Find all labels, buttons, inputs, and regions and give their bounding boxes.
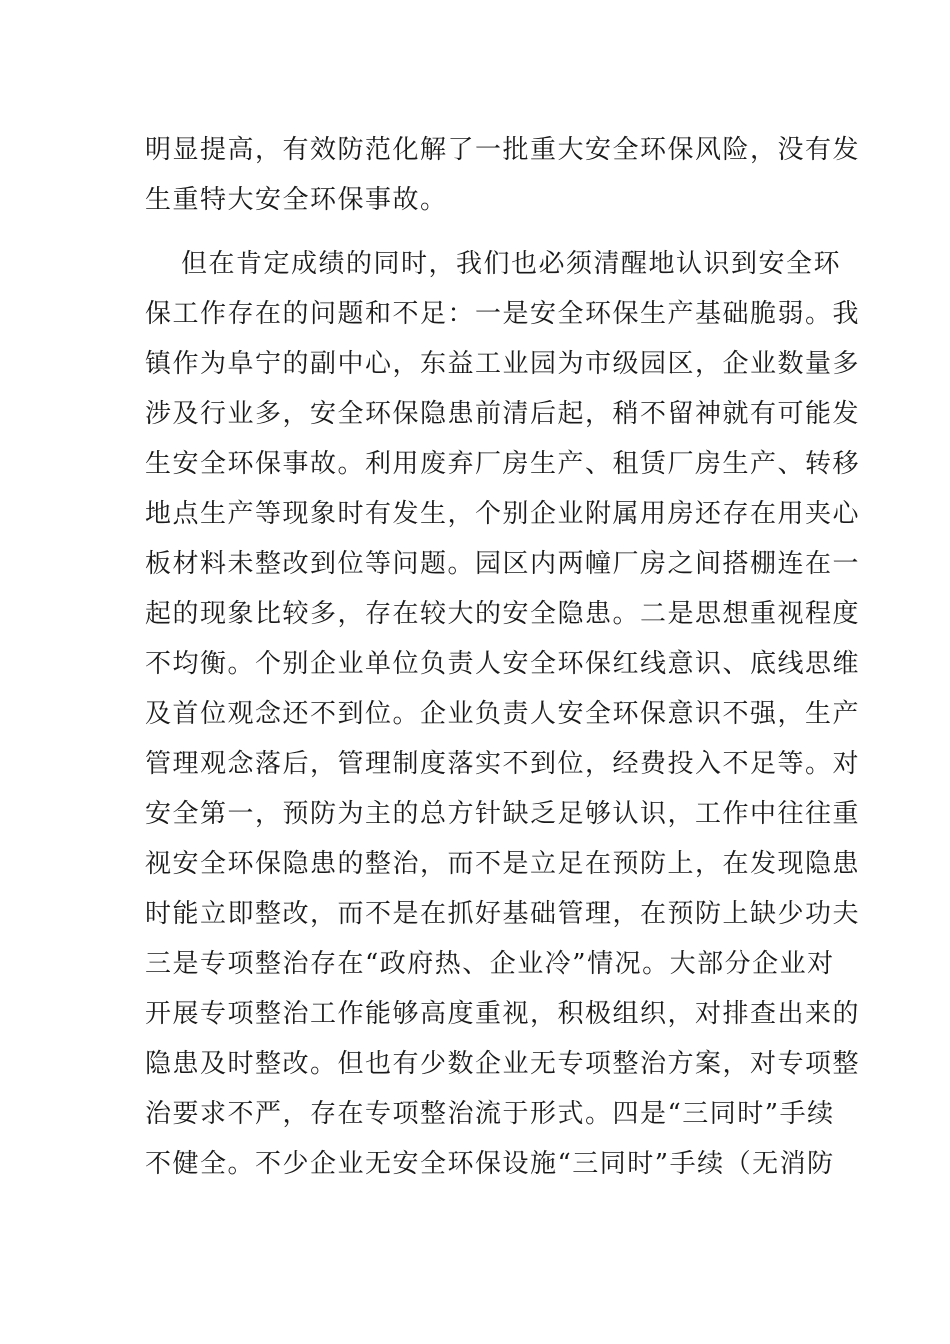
paragraph-line: 及首位观念还不到位。企业负责人安全环保意识不强，生产 xyxy=(145,699,861,729)
paragraph-line: 三是专项整治存在“政府热、企业冷”情况。大部分企业对 xyxy=(145,949,835,979)
paragraph-line: 生重特大安全环保事故。 xyxy=(145,185,448,215)
paragraph-line: 安全第一，预防为主的总方针缺乏足够认识，工作中往往重 xyxy=(145,799,861,829)
paragraph-line: 管理观念落后，管理制度落实不到位，经费投入不足等。对 xyxy=(145,749,861,779)
paragraph-line: 治要求不严，存在专项整治流于形式。四是“三同时”手续 xyxy=(145,1099,835,1129)
paragraph-line: 起的现象比较多，存在较大的安全隐患。二是思想重视程度 xyxy=(145,599,861,629)
paragraph-line: 时能立即整改，而不是在抓好基础管理，在预防上缺少功夫 xyxy=(145,899,861,929)
paragraph-line: 但在肯定成绩的同时，我们也必须清醒地认识到安全环 xyxy=(181,249,842,279)
paragraph-line: 开展专项整治工作能够高度重视，积极组织，对排查出来的 xyxy=(145,999,861,1029)
paragraph-line: 涉及行业多，安全环保隐患前清后起，稍不留神就有可能发 xyxy=(145,399,861,429)
paragraph-line: 明显提高，有效防范化解了一批重大安全环保风险，没有发 xyxy=(145,135,861,165)
paragraph-line: 不均衡。个别企业单位负责人安全环保红线意识、底线思维 xyxy=(145,649,861,679)
paragraph-line: 板材料未整改到位等问题。园区内两幢厂房之间搭棚连在一 xyxy=(145,549,861,579)
paragraph-line: 保工作存在的问题和不足：一是安全环保生产基础脆弱。我 xyxy=(145,299,861,329)
paragraph-line: 地点生产等现象时有发生，个别企业附属用房还存在用夹心 xyxy=(145,499,861,529)
paragraph-line: 视安全环保隐患的整治，而不是立足在预防上，在发现隐患 xyxy=(145,849,861,879)
paragraph-line: 隐患及时整改。但也有少数企业无专项整治方案，对专项整 xyxy=(145,1049,861,1079)
paragraph-line: 不健全。不少企业无安全环保设施“三同时”手续（无消防 xyxy=(145,1149,835,1179)
paragraph-line: 生安全环保事故。利用废弃厂房生产、租赁厂房生产、转移 xyxy=(145,449,861,479)
paragraph-line: 镇作为阜宁的副中心，东益工业园为市级园区，企业数量多 xyxy=(145,349,861,379)
